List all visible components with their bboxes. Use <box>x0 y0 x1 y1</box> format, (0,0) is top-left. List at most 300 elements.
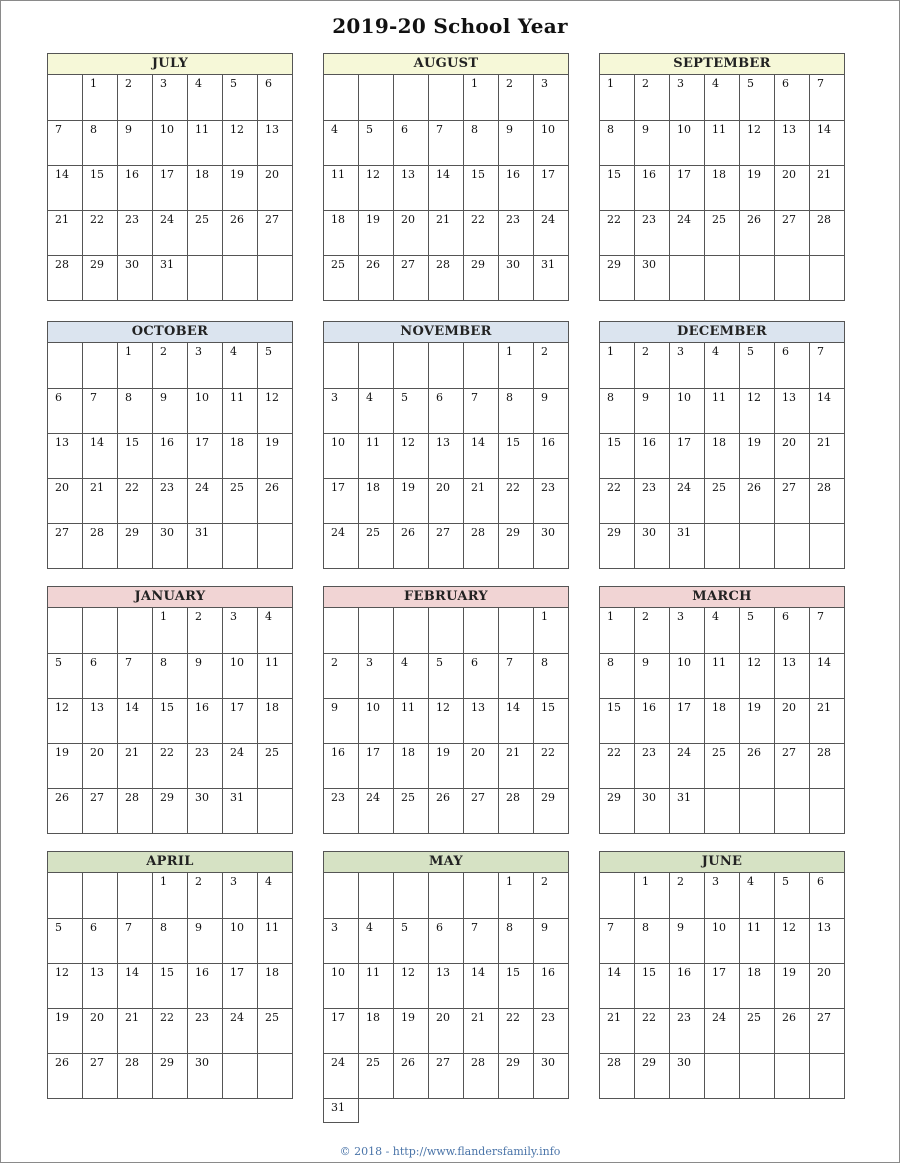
day-cell: 28 <box>429 255 464 300</box>
empty-day-cell <box>740 788 775 833</box>
day-cell: 5 <box>775 873 810 918</box>
day-cell: 12 <box>48 698 83 743</box>
day-cell: 10 <box>223 653 258 698</box>
day-cell: 7 <box>810 75 845 120</box>
day-cell: 8 <box>83 120 118 165</box>
day-cell: 28 <box>464 1053 499 1098</box>
day-cell: 18 <box>705 698 740 743</box>
day-cell: 2 <box>499 75 534 120</box>
month-days-table <box>323 608 569 834</box>
empty-day-cell <box>223 523 258 568</box>
day-cell: 23 <box>153 478 188 523</box>
day-cell: 30 <box>635 788 670 833</box>
day-cell: 16 <box>153 433 188 478</box>
day-cell: 13 <box>83 698 118 743</box>
day-cell: 7 <box>83 388 118 433</box>
day-cell: 2 <box>635 343 670 388</box>
empty-day-cell <box>394 873 429 918</box>
week-row <box>324 478 569 523</box>
day-cell: 8 <box>118 388 153 433</box>
week-row <box>324 433 569 478</box>
day-cell: 10 <box>534 120 569 165</box>
day-cell: 15 <box>118 433 153 478</box>
day-cell: 23 <box>499 210 534 255</box>
day-cell: 27 <box>429 523 464 568</box>
day-cell: 9 <box>188 918 223 963</box>
day-cell: 27 <box>775 478 810 523</box>
day-cell: 31 <box>670 523 705 568</box>
day-cell: 30 <box>188 1053 223 1098</box>
day-cell: 5 <box>48 918 83 963</box>
day-cell: 23 <box>635 210 670 255</box>
day-cell: 19 <box>359 210 394 255</box>
day-cell: 6 <box>775 75 810 120</box>
day-cell: 8 <box>153 653 188 698</box>
day-cell: 18 <box>705 433 740 478</box>
day-cell: 22 <box>635 1008 670 1053</box>
month-december <box>599 321 845 569</box>
day-cell: 12 <box>740 653 775 698</box>
day-cell: 26 <box>429 788 464 833</box>
week-row <box>48 743 293 788</box>
empty-day-cell <box>83 608 118 653</box>
day-cell: 23 <box>635 743 670 788</box>
empty-day-cell <box>324 608 359 653</box>
day-cell: 23 <box>188 743 223 788</box>
day-cell: 2 <box>534 873 569 918</box>
empty-day-cell <box>429 343 464 388</box>
day-cell: 24 <box>359 788 394 833</box>
day-cell: 12 <box>48 963 83 1008</box>
day-cell: 13 <box>429 963 464 1008</box>
day-cell: 24 <box>670 743 705 788</box>
day-cell: 14 <box>48 165 83 210</box>
day-cell: 30 <box>153 523 188 568</box>
day-cell: 3 <box>534 75 569 120</box>
empty-day-cell <box>83 343 118 388</box>
day-cell: 5 <box>359 120 394 165</box>
overflow-week-row <box>324 1098 569 1122</box>
day-cell: 4 <box>359 918 394 963</box>
day-cell: 7 <box>118 653 153 698</box>
day-cell: 7 <box>810 608 845 653</box>
day-cell: 11 <box>705 120 740 165</box>
day-cell: 14 <box>499 698 534 743</box>
month-september <box>599 53 845 301</box>
day-cell: 26 <box>258 478 293 523</box>
day-cell: 3 <box>705 873 740 918</box>
month-august <box>323 53 569 301</box>
day-cell: 26 <box>394 523 429 568</box>
day-cell: 17 <box>324 478 359 523</box>
day-cell: 15 <box>534 698 569 743</box>
day-cell: 22 <box>600 743 635 788</box>
empty-day-cell <box>394 608 429 653</box>
day-cell: 23 <box>534 1008 569 1053</box>
day-cell: 1 <box>499 873 534 918</box>
day-cell: 4 <box>705 75 740 120</box>
empty-day-cell <box>810 255 845 300</box>
day-cell: 31 <box>670 788 705 833</box>
day-cell: 6 <box>464 653 499 698</box>
week-row <box>324 255 569 300</box>
day-cell: 21 <box>118 743 153 788</box>
day-cell: 31 <box>324 1098 359 1122</box>
week-row <box>600 523 845 568</box>
day-cell: 17 <box>223 963 258 1008</box>
day-cell: 23 <box>534 478 569 523</box>
day-cell: 26 <box>740 478 775 523</box>
day-cell: 2 <box>153 343 188 388</box>
empty-day-cell <box>48 608 83 653</box>
week-row <box>324 1053 569 1098</box>
month-april <box>47 851 293 1099</box>
day-cell: 19 <box>740 165 775 210</box>
week-row <box>600 75 845 120</box>
day-cell: 21 <box>464 478 499 523</box>
day-cell: 17 <box>670 165 705 210</box>
empty-day-cell <box>394 75 429 120</box>
day-cell: 19 <box>48 1008 83 1053</box>
empty-day-cell <box>775 788 810 833</box>
day-cell: 22 <box>499 1008 534 1053</box>
week-row <box>324 698 569 743</box>
day-cell: 21 <box>429 210 464 255</box>
day-cell: 26 <box>740 743 775 788</box>
week-row <box>600 1008 845 1053</box>
day-cell: 3 <box>670 608 705 653</box>
empty-day-cell <box>810 1053 845 1098</box>
week-row <box>600 120 845 165</box>
empty-day-cell <box>118 608 153 653</box>
empty-day-cell <box>810 523 845 568</box>
day-cell: 24 <box>534 210 569 255</box>
day-cell: 25 <box>394 788 429 833</box>
day-cell: 3 <box>324 918 359 963</box>
week-row <box>48 918 293 963</box>
month-header: AUGUST <box>323 53 569 75</box>
day-cell: 15 <box>499 433 534 478</box>
day-cell: 15 <box>464 165 499 210</box>
day-cell: 19 <box>740 698 775 743</box>
month-header: JUNE <box>599 851 845 873</box>
day-cell: 8 <box>600 120 635 165</box>
day-cell: 20 <box>429 1008 464 1053</box>
day-cell: 3 <box>324 388 359 433</box>
day-cell: 9 <box>534 918 569 963</box>
month-header: SEPTEMBER <box>599 53 845 75</box>
day-cell: 4 <box>705 343 740 388</box>
day-cell: 30 <box>635 255 670 300</box>
day-cell: 16 <box>635 165 670 210</box>
day-cell: 26 <box>359 255 394 300</box>
day-cell: 29 <box>499 1053 534 1098</box>
day-cell: 30 <box>670 1053 705 1098</box>
month-march <box>599 586 845 834</box>
day-cell: 12 <box>429 698 464 743</box>
day-cell: 27 <box>810 1008 845 1053</box>
week-row <box>324 523 569 568</box>
day-cell: 9 <box>188 653 223 698</box>
week-row <box>324 873 569 918</box>
week-row <box>324 653 569 698</box>
empty-day-cell <box>740 1053 775 1098</box>
empty-day-cell <box>810 788 845 833</box>
day-cell: 21 <box>600 1008 635 1053</box>
day-cell: 28 <box>600 1053 635 1098</box>
day-cell: 15 <box>635 963 670 1008</box>
week-row <box>48 255 293 300</box>
day-cell: 15 <box>600 698 635 743</box>
day-cell: 1 <box>635 873 670 918</box>
empty-day-cell <box>324 873 359 918</box>
week-row <box>600 698 845 743</box>
day-cell: 27 <box>429 1053 464 1098</box>
week-row <box>48 1053 293 1098</box>
day-cell: 30 <box>118 255 153 300</box>
day-cell: 27 <box>394 255 429 300</box>
day-cell: 1 <box>464 75 499 120</box>
day-cell: 3 <box>188 343 223 388</box>
day-cell: 22 <box>83 210 118 255</box>
day-cell: 25 <box>188 210 223 255</box>
day-cell: 13 <box>810 918 845 963</box>
empty-day-cell <box>464 873 499 918</box>
day-cell: 1 <box>600 343 635 388</box>
week-row <box>48 608 293 653</box>
day-cell: 26 <box>740 210 775 255</box>
month-days-table <box>47 873 293 1099</box>
day-cell: 19 <box>429 743 464 788</box>
week-row <box>48 523 293 568</box>
day-cell: 29 <box>153 1053 188 1098</box>
week-row <box>48 1008 293 1053</box>
day-cell: 13 <box>775 388 810 433</box>
week-row <box>48 75 293 120</box>
empty-day-cell <box>600 873 635 918</box>
day-cell: 20 <box>464 743 499 788</box>
week-row <box>600 788 845 833</box>
day-cell: 7 <box>429 120 464 165</box>
day-cell: 19 <box>258 433 293 478</box>
empty-day-cell <box>499 608 534 653</box>
day-cell: 21 <box>810 698 845 743</box>
empty-day-cell <box>705 523 740 568</box>
month-header: MARCH <box>599 586 845 608</box>
day-cell: 31 <box>188 523 223 568</box>
week-row <box>48 388 293 433</box>
month-days-table <box>47 75 293 301</box>
day-cell: 19 <box>223 165 258 210</box>
day-cell: 14 <box>600 963 635 1008</box>
day-cell: 3 <box>223 608 258 653</box>
day-cell: 21 <box>810 433 845 478</box>
day-cell: 4 <box>223 343 258 388</box>
day-cell: 21 <box>499 743 534 788</box>
day-cell: 21 <box>810 165 845 210</box>
day-cell: 15 <box>83 165 118 210</box>
day-cell: 24 <box>324 523 359 568</box>
day-cell: 8 <box>635 918 670 963</box>
week-row <box>48 210 293 255</box>
day-cell: 10 <box>670 120 705 165</box>
day-cell: 27 <box>464 788 499 833</box>
day-cell: 6 <box>810 873 845 918</box>
day-cell: 30 <box>188 788 223 833</box>
week-row <box>48 653 293 698</box>
day-cell: 22 <box>534 743 569 788</box>
footer-credit[interactable]: © 2018 - http://www.flandersfamily.info <box>339 1145 561 1158</box>
day-cell: 26 <box>775 1008 810 1053</box>
day-cell: 17 <box>534 165 569 210</box>
week-row <box>324 743 569 788</box>
day-cell: 16 <box>499 165 534 210</box>
week-row <box>324 165 569 210</box>
week-row <box>600 873 845 918</box>
empty-day-cell <box>118 873 153 918</box>
day-cell: 19 <box>394 1008 429 1053</box>
day-cell: 13 <box>775 653 810 698</box>
day-cell: 4 <box>394 653 429 698</box>
day-cell: 17 <box>188 433 223 478</box>
month-header: OCTOBER <box>47 321 293 343</box>
week-row <box>324 388 569 433</box>
month-header: MAY <box>323 851 569 873</box>
empty-day-cell <box>705 1053 740 1098</box>
day-cell: 18 <box>740 963 775 1008</box>
day-cell: 8 <box>153 918 188 963</box>
month-november <box>323 321 569 569</box>
day-cell: 20 <box>775 165 810 210</box>
day-cell: 29 <box>600 523 635 568</box>
day-cell: 10 <box>705 918 740 963</box>
empty-day-cell <box>429 873 464 918</box>
day-cell: 14 <box>810 653 845 698</box>
day-cell: 3 <box>359 653 394 698</box>
empty-day-cell <box>83 873 118 918</box>
day-cell: 6 <box>394 120 429 165</box>
day-cell: 1 <box>83 75 118 120</box>
day-cell: 8 <box>534 653 569 698</box>
day-cell: 8 <box>499 388 534 433</box>
day-cell: 14 <box>429 165 464 210</box>
week-row <box>600 918 845 963</box>
empty-space <box>359 1098 569 1122</box>
day-cell: 31 <box>223 788 258 833</box>
day-cell: 25 <box>258 743 293 788</box>
day-cell: 29 <box>534 788 569 833</box>
week-row <box>48 343 293 388</box>
empty-day-cell <box>464 343 499 388</box>
empty-day-cell <box>359 608 394 653</box>
empty-day-cell <box>464 608 499 653</box>
day-cell: 31 <box>534 255 569 300</box>
empty-day-cell <box>258 788 293 833</box>
day-cell: 10 <box>223 918 258 963</box>
day-cell: 17 <box>223 698 258 743</box>
day-cell: 16 <box>324 743 359 788</box>
day-cell: 30 <box>635 523 670 568</box>
day-cell: 30 <box>499 255 534 300</box>
day-cell: 29 <box>118 523 153 568</box>
day-cell: 19 <box>394 478 429 523</box>
week-row <box>600 963 845 1008</box>
day-cell: 24 <box>223 743 258 788</box>
day-cell: 14 <box>464 433 499 478</box>
day-cell: 29 <box>600 255 635 300</box>
day-cell: 5 <box>740 608 775 653</box>
day-cell: 27 <box>48 523 83 568</box>
day-cell: 8 <box>499 918 534 963</box>
week-row <box>600 433 845 478</box>
day-cell: 9 <box>118 120 153 165</box>
day-cell: 10 <box>324 963 359 1008</box>
day-cell: 25 <box>359 1053 394 1098</box>
week-row <box>600 478 845 523</box>
day-cell: 12 <box>394 433 429 478</box>
day-cell: 7 <box>464 918 499 963</box>
day-cell: 5 <box>394 388 429 433</box>
day-cell: 17 <box>670 433 705 478</box>
empty-day-cell <box>429 75 464 120</box>
day-cell: 12 <box>359 165 394 210</box>
day-cell: 17 <box>153 165 188 210</box>
day-cell: 10 <box>359 698 394 743</box>
day-cell: 2 <box>118 75 153 120</box>
day-cell: 4 <box>258 608 293 653</box>
day-cell: 15 <box>153 698 188 743</box>
day-cell: 12 <box>258 388 293 433</box>
empty-day-cell <box>394 343 429 388</box>
day-cell: 28 <box>499 788 534 833</box>
empty-day-cell <box>324 343 359 388</box>
day-cell: 26 <box>223 210 258 255</box>
day-cell: 18 <box>258 963 293 1008</box>
day-cell: 15 <box>600 433 635 478</box>
day-cell: 2 <box>670 873 705 918</box>
day-cell: 2 <box>188 873 223 918</box>
day-cell: 6 <box>48 388 83 433</box>
month-january <box>47 586 293 834</box>
day-cell: 9 <box>324 698 359 743</box>
empty-day-cell <box>429 608 464 653</box>
day-cell: 9 <box>635 120 670 165</box>
day-cell: 28 <box>810 743 845 788</box>
day-cell: 29 <box>464 255 499 300</box>
day-cell: 12 <box>223 120 258 165</box>
day-cell: 8 <box>600 653 635 698</box>
day-cell: 20 <box>775 698 810 743</box>
day-cell: 20 <box>775 433 810 478</box>
day-cell: 31 <box>153 255 188 300</box>
day-cell: 6 <box>429 388 464 433</box>
day-cell: 20 <box>83 743 118 788</box>
day-cell: 17 <box>670 698 705 743</box>
day-cell: 14 <box>464 963 499 1008</box>
day-cell: 28 <box>118 1053 153 1098</box>
day-cell: 18 <box>359 478 394 523</box>
day-cell: 6 <box>83 918 118 963</box>
empty-day-cell <box>359 343 394 388</box>
month-days-table <box>47 343 293 569</box>
day-cell: 9 <box>670 918 705 963</box>
day-cell: 22 <box>153 1008 188 1053</box>
day-cell: 24 <box>223 1008 258 1053</box>
day-cell: 25 <box>324 255 359 300</box>
day-cell: 26 <box>48 1053 83 1098</box>
day-cell: 23 <box>324 788 359 833</box>
day-cell: 4 <box>740 873 775 918</box>
